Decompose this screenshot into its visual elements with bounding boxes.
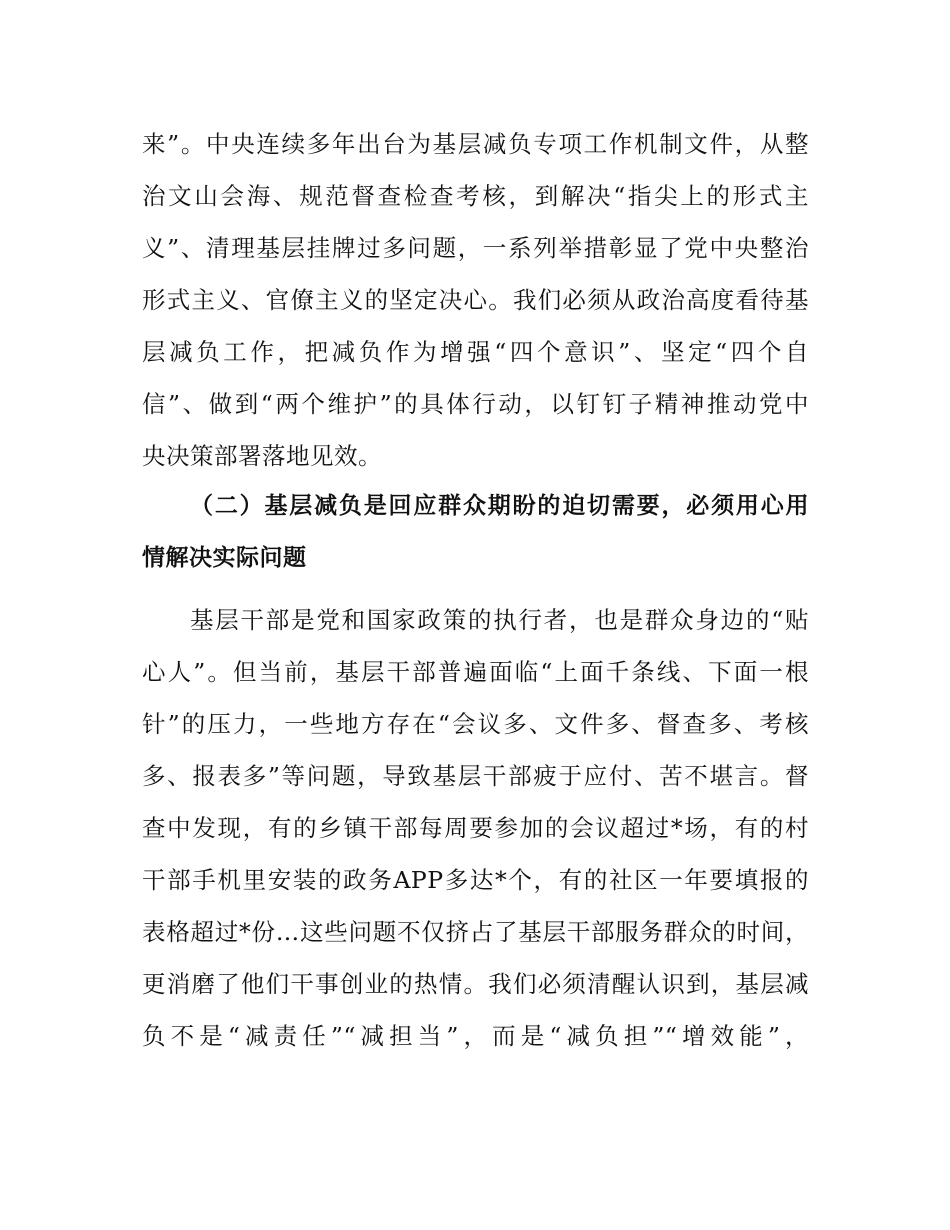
heading-line: 情解决实际问题 xyxy=(142,545,307,571)
text-line: 信”、做到“两个维护”的具体行动，以钉钉子精神推动党中 xyxy=(142,390,809,418)
text-line: 查中发现，有的乡镇干部每周要参加的会议超过*场，有的村 xyxy=(142,814,809,842)
text-line: 义”、清理基层挂牌过多问题，一系列举措彰显了党中央整治 xyxy=(142,234,809,262)
text-line: 层减负工作，把减负作为增强“四个意识”、坚定“四个自 xyxy=(142,338,809,366)
paragraph-2 xyxy=(142,594,809,1062)
text-line: 央决策部署落地见效。 xyxy=(142,442,382,470)
text-line: 针”的压力，一些地方存在“会议多、文件多、督查多、考核 xyxy=(142,710,809,738)
section-heading xyxy=(142,480,809,584)
text-line: 更消磨了他们干事创业的热情。我们必须清醒认识到，基层减 xyxy=(142,970,809,998)
text-line: 干部手机里安装的政务APP多达*个，有的社区一年要填报的 xyxy=(142,866,809,894)
text-line: 表格超过*份…这些问题不仅挤占了基层干部服务群众的时间， xyxy=(142,918,809,946)
text-line: 治文山会海、规范督查检查考核，到解决“指尖上的形式主 xyxy=(142,182,809,210)
paragraph-1 xyxy=(142,118,809,482)
text-line: 形式主义、官僚主义的坚定决心。我们必须从政治高度看待基 xyxy=(142,286,809,314)
text-line: 基层干部是党和国家政策的执行者，也是群众身边的“贴 xyxy=(190,606,809,634)
heading-line: （二）基层减负是回应群众期盼的迫切需要，必须用心用 xyxy=(190,493,809,519)
text-line: 来”。中央连续多年出台为基层减负专项工作机制文件，从整 xyxy=(142,130,809,158)
text-line: 多、报表多”等问题，导致基层干部疲于应付、苦不堪言。督 xyxy=(142,762,809,790)
text-line: 心人”。但当前，基层干部普遍面临“上面千条线、下面一根 xyxy=(142,658,809,686)
text-line: 负不是“减责任”“减担当”，而是“减负担”“增效能”， xyxy=(142,1022,809,1050)
